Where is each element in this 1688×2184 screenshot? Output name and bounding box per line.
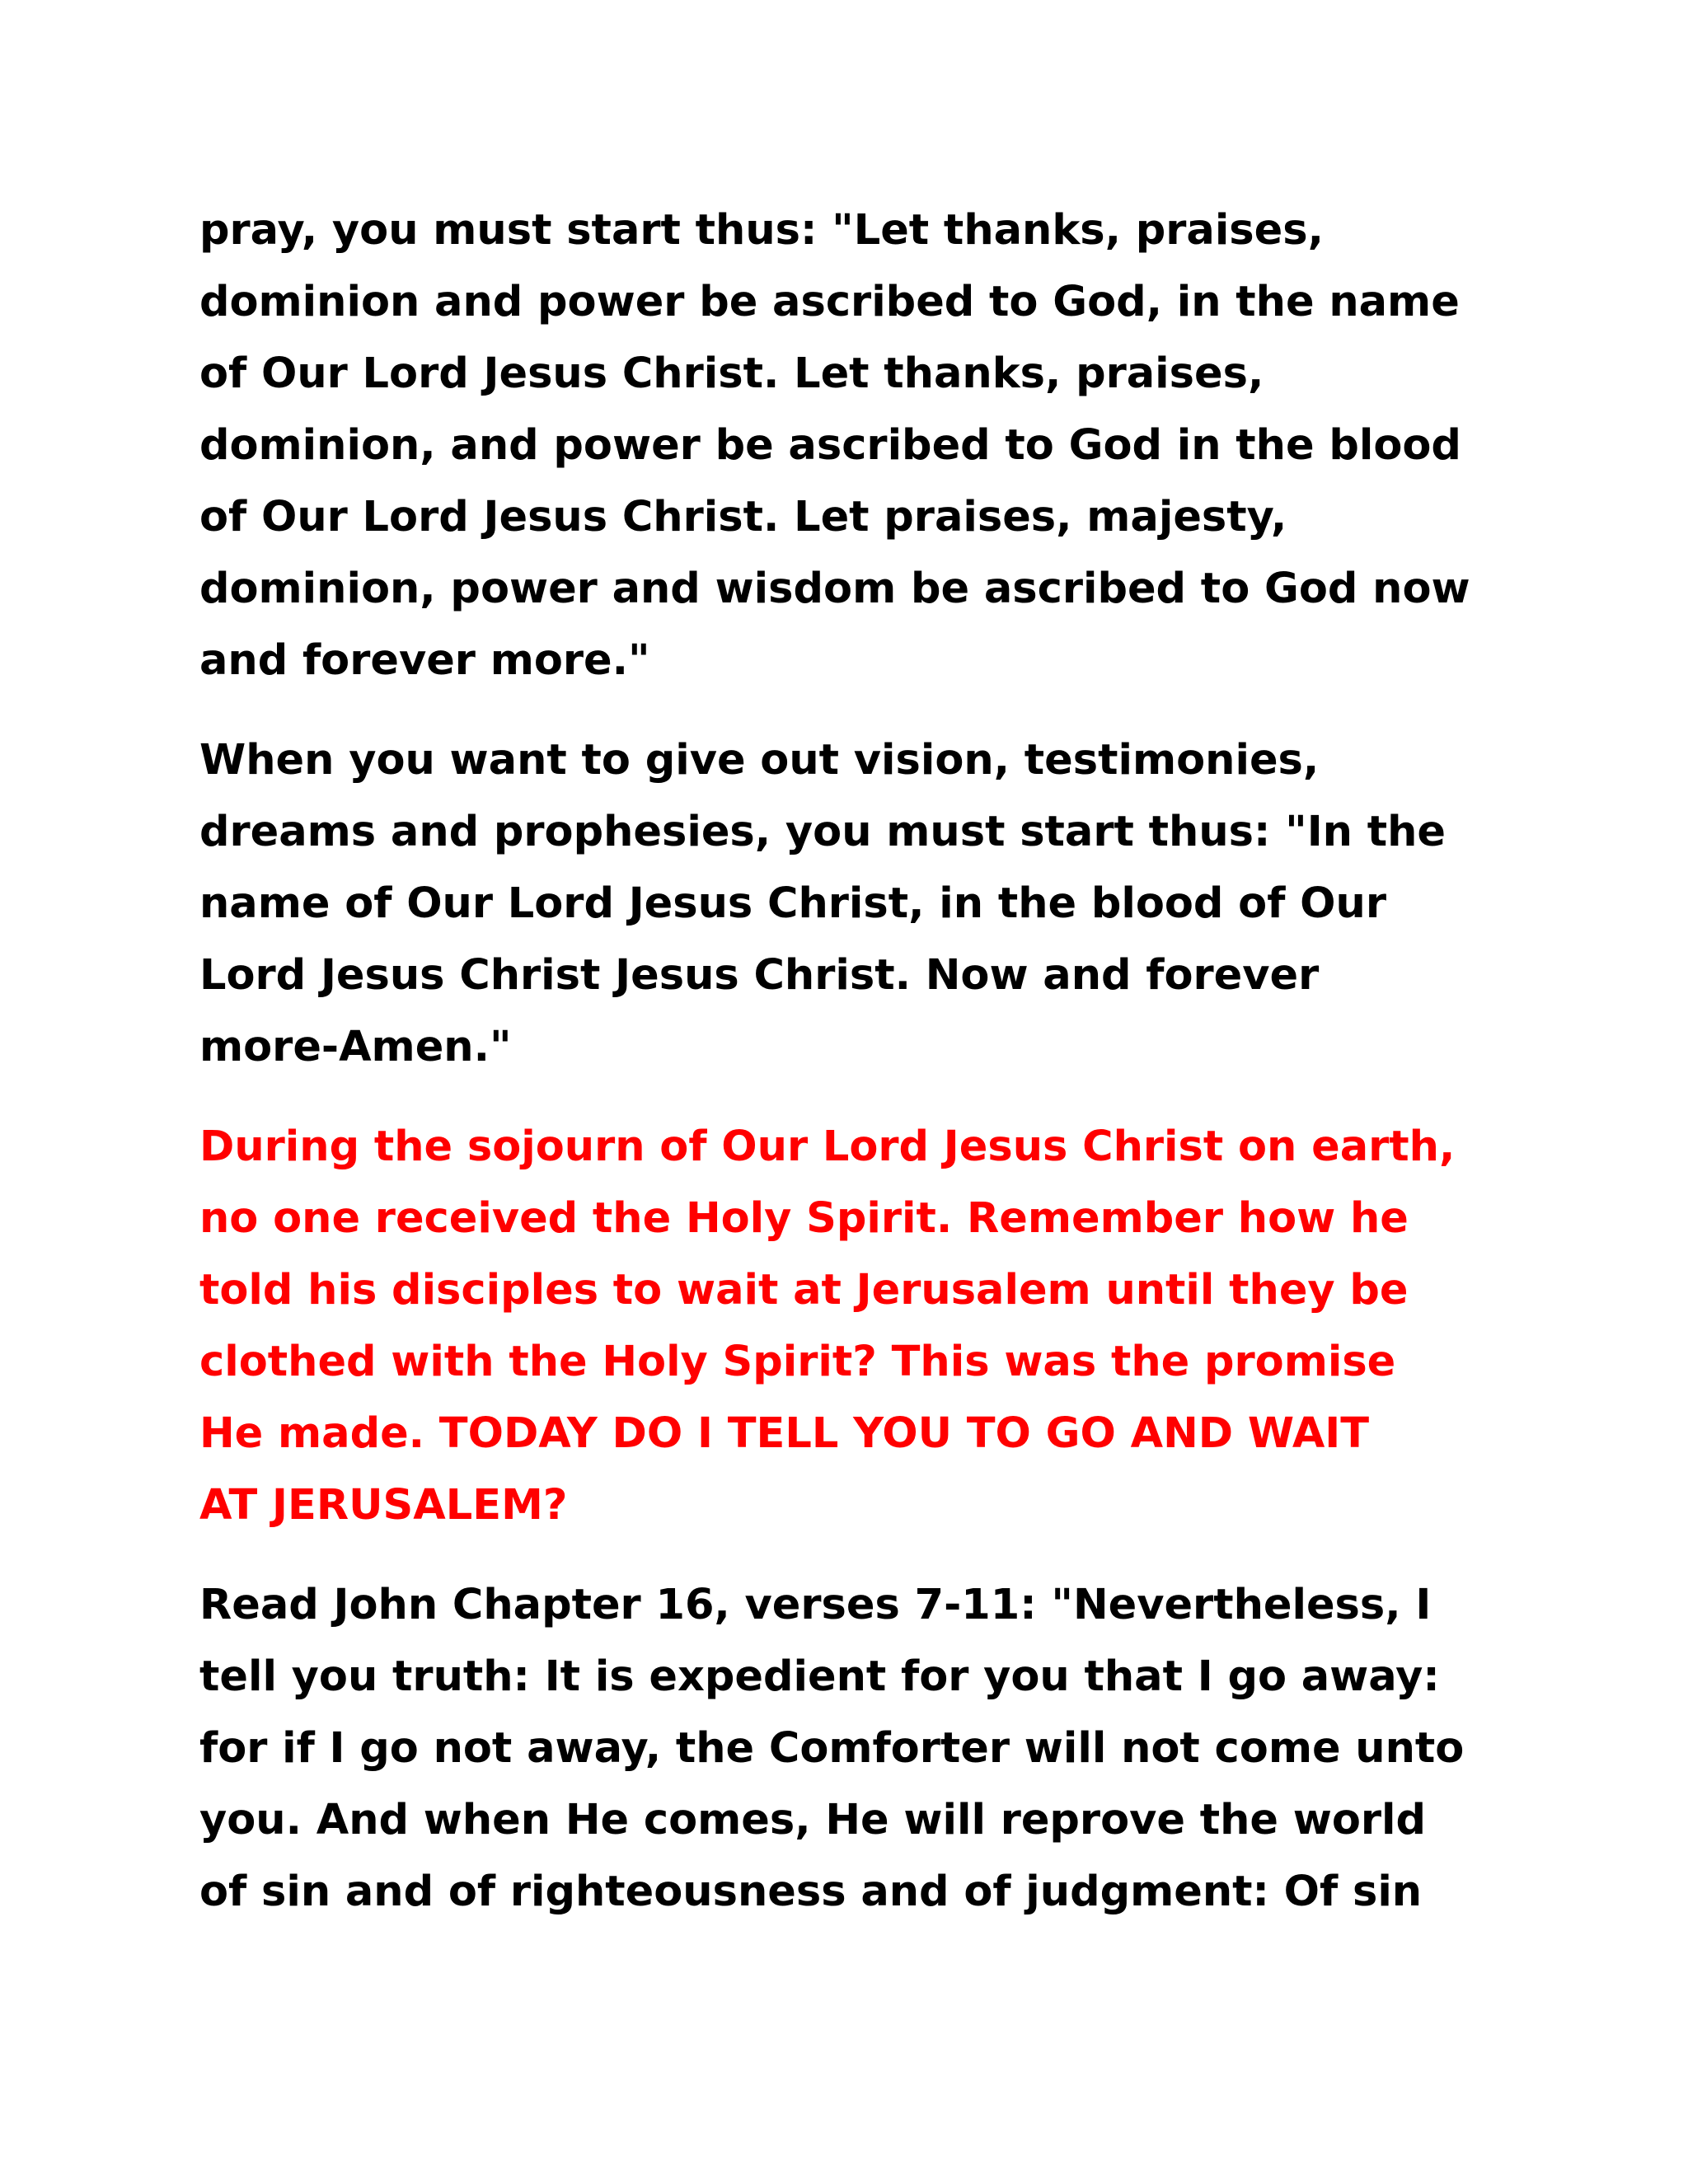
text-line: for if I go not away, the Comforter will not come unto xyxy=(199,1724,1465,1773)
paragraph-john-16-quote xyxy=(199,1569,1518,1928)
text-line: dominion and power be ascribed to God, in the name xyxy=(199,278,1460,326)
text-line: of sin and of righteousness and of judgment: Of sin xyxy=(199,1868,1423,1916)
text-line: dreams and prophesies, you must start thus: "In the xyxy=(199,808,1447,856)
text-line: Lord Jesus Christ Jesus Christ. Now and forever xyxy=(199,951,1320,1000)
text-line: When you want to give out vision, testimonies, xyxy=(199,736,1320,785)
text-line: pray, you must start thus: "Let thanks, praises, xyxy=(199,206,1324,255)
text-line: Read John Chapter 16, verses 7-11: "Nevertheless, I xyxy=(199,1581,1432,1629)
text-line: of Our Lord Jesus Christ. Let thanks, praises, xyxy=(199,349,1264,398)
text-line: dominion, power and wisdom be ascribed to God now xyxy=(199,565,1470,613)
text-line: and forever more." xyxy=(199,636,650,685)
text-line: of Our Lord Jesus Christ. Let praises, majesty, xyxy=(199,493,1287,541)
text-line: you. And when He comes, He will reprove the world xyxy=(199,1796,1427,1844)
text-line: told his disciples to wait at Jerusalem until they be xyxy=(199,1266,1409,1315)
text-line: dominion, and power be ascribed to God in the blood xyxy=(199,421,1461,470)
text-line: more-Amen." xyxy=(199,1023,512,1071)
text-line: During the sojourn of Our Lord Jesus Christ on earth, xyxy=(199,1122,1456,1171)
text-line: no one received the Holy Spirit. Remember how he xyxy=(199,1194,1409,1243)
text-line: name of Our Lord Jesus Christ, in the blood of Our xyxy=(199,879,1386,928)
paragraph-vision-testimony xyxy=(199,724,1518,1083)
text-line: clothed with the Holy Spirit? This was the promise xyxy=(199,1338,1396,1386)
text-line: He made. TODAY DO I TELL YOU TO GO AND WAIT xyxy=(199,1409,1370,1458)
text-line: AT JERUSALEM? xyxy=(199,1481,568,1530)
paragraph-prayer-opening xyxy=(199,194,1518,696)
text-line: tell you truth: It is expedient for you that I go away: xyxy=(199,1652,1440,1701)
page-body xyxy=(199,194,1518,1956)
paragraph-holy-spirit-highlight xyxy=(199,1111,1518,1541)
